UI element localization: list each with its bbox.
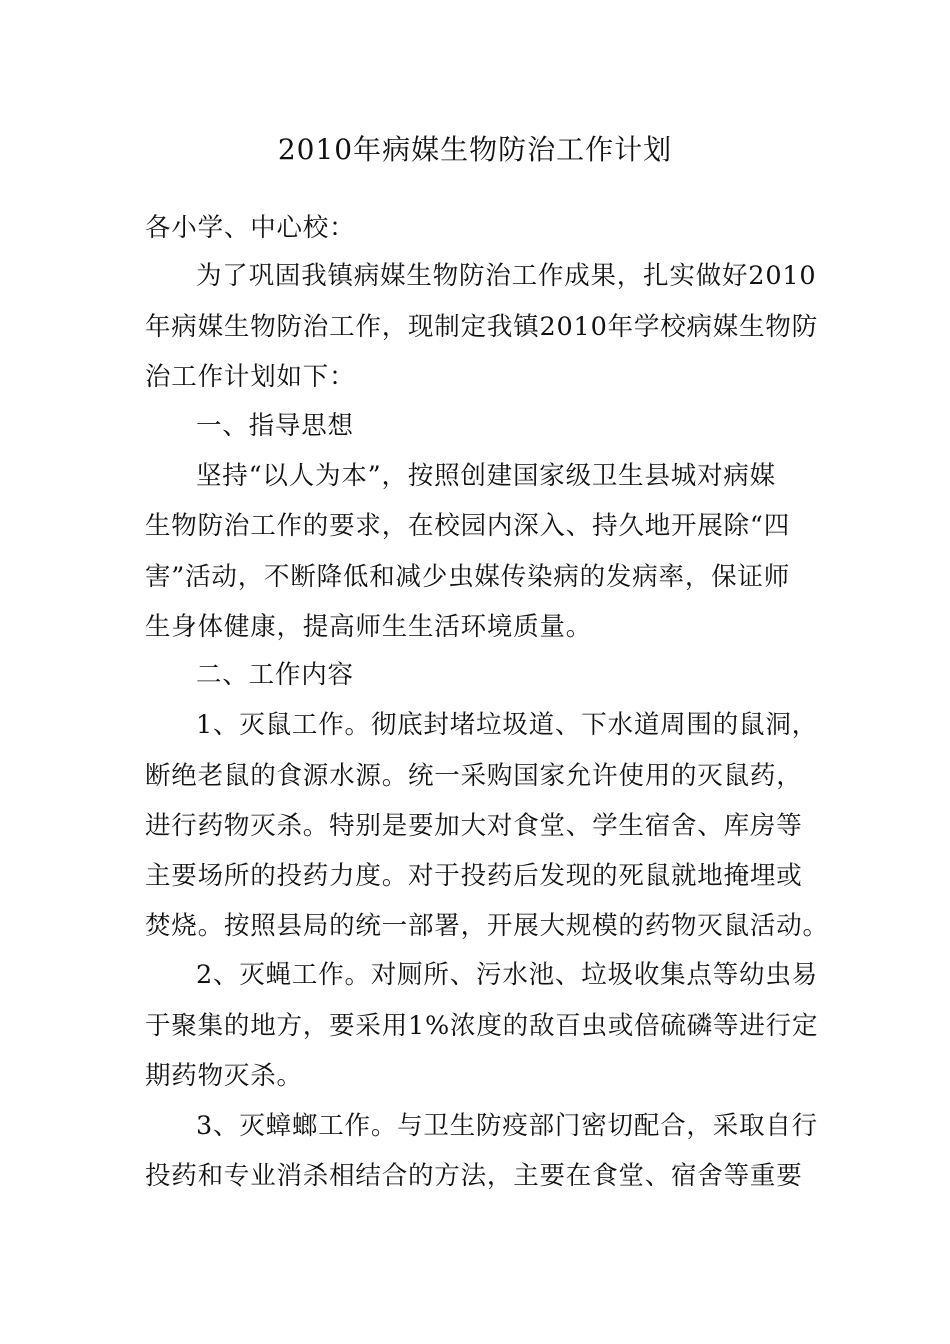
paragraph-line: 2、灭蝇工作。对厕所、污水池、垃圾收集点等幼虫易 [196,960,818,990]
paragraph-line: 于聚集的地方，要采用1%浓度的敌百虫或倍硫磷等进行定 [145,1011,819,1041]
paragraph-line: 进行药物灭杀。特别是要加大对食堂、学生宿舍、库房等 [145,811,803,841]
paragraph-line: 投药和专业消杀相结合的方法，主要在食堂、宿舍等重要 [145,1161,803,1191]
salutation: 各小学、中心校： [145,213,356,243]
paragraph-line: 1、灭鼠工作。彻底封堵垃圾道、下水道周围的鼠洞， [196,710,818,740]
paragraph-line: 治工作计划如下： [145,362,356,392]
paragraph-line: 为了巩固我镇病媒生物防治工作成果，扎实做好2010 [196,261,817,291]
document-title: 2010年病媒生物防治工作计划 [277,133,673,166]
paragraph-line: 主要场所的投药力度。对于投药后发现的死鼠就地掩埋或 [145,861,803,891]
section-heading: 二、工作内容 [196,660,354,690]
paragraph-line: 3、灭蟑螂工作。与卫生防疫部门密切配合，采取自行 [196,1111,818,1141]
paragraph-line: 焚烧。按照县局的统一部署，开展大规模的药物灭鼠活动。 [145,911,829,941]
paragraph-line: 坚持“以人为本”，按照创建国家级卫生县城对病媒 [196,461,776,491]
section-heading: 一、指导思想 [196,411,354,441]
paragraph-line: 期药物灭杀。 [145,1061,303,1091]
paragraph-line: 生物防治工作的要求，在校园内深入、持久地开展除“四 [145,511,791,541]
paragraph-line: 害”活动，不断降低和减少虫媒传染病的发病率，保证师 [145,562,791,592]
paragraph-line: 年病媒生物防治工作，现制定我镇2010年学校病媒生物防 [145,312,818,342]
paragraph-line: 断绝老鼠的食源水源。统一采购国家允许使用的灭鼠药， [145,761,803,791]
paragraph-line: 生身体健康，提高师生生活环境质量。 [145,612,593,642]
